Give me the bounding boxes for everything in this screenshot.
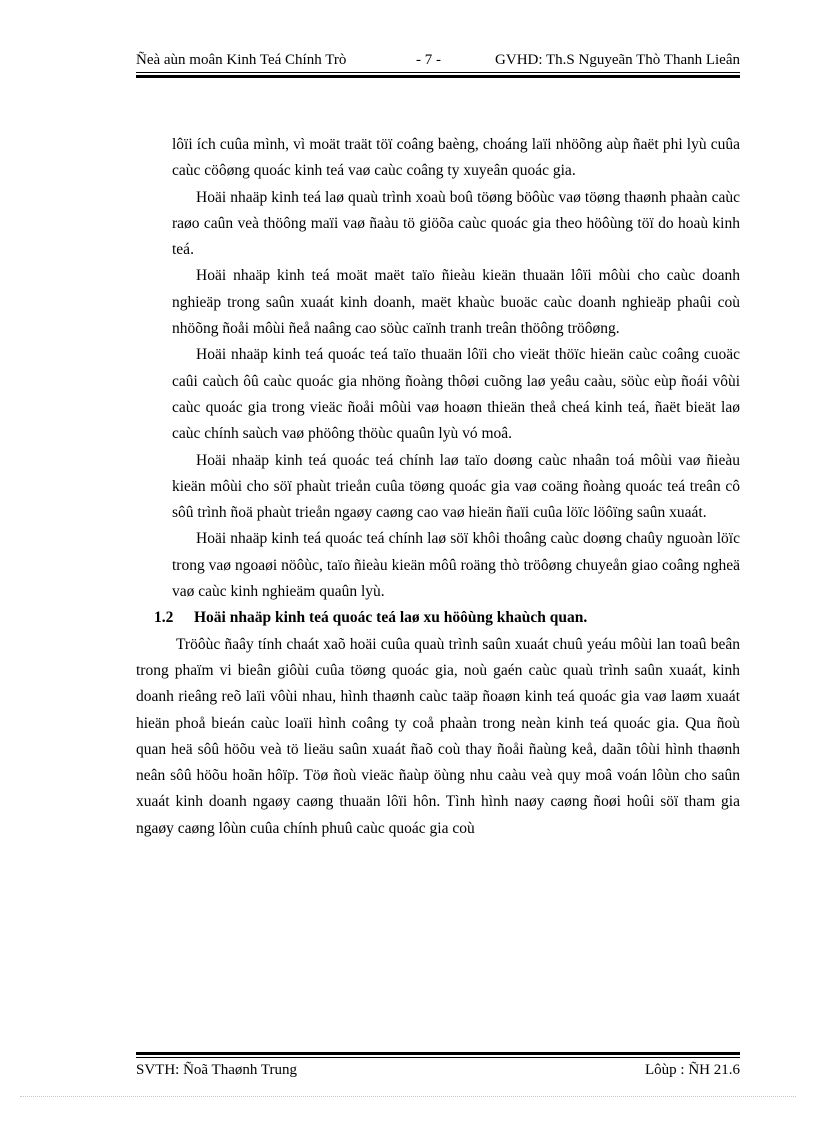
footer-rule-thin — [136, 1057, 740, 1058]
paragraph-3: Hoäi nhaäp kinh teá moät maët taïo ñieàu kieän thuaän lôïi môùi cho caùc doanh nghieäp trong saûn xuaát kinh doanh, maët khaùc buoäc caùc doanh nghieäp phaûi coù nhöõng ñoåi môùi ñeå naâng cao söùc caïnh tranh treân thöông tröôøng. — [172, 267, 740, 338]
page-footer — [136, 1060, 740, 1082]
section-title: Hoäi nhaäp kinh teá quoác teá laø xu höôùng khaùch quan. — [194, 609, 588, 627]
header-course-title: Ñeà aùn moân Kinh Teá Chính Trò — [136, 52, 347, 68]
page-bottom-dotted-line — [20, 1096, 796, 1097]
paragraph-6: Hoäi nhaäp kinh teá quoác teá chính laø söï khôi thoâng caùc doøng chaûy nguoàn löïc trong vaø ngoaøi nöôùc, taïo ñieàu kieän môû roäng thò tröôøng chuyeån giao coâng ngheä vaø caùc kinh nghieäm quaûn lyù. — [172, 530, 740, 601]
footer-student: SVTH: Ñoã Thaønh Trung — [136, 1062, 297, 1078]
section-number: 1.2 — [154, 609, 174, 627]
page-header — [136, 50, 740, 72]
header-rule-thin — [136, 72, 740, 73]
footer-rule-thick — [136, 1052, 740, 1055]
paragraph-4: Hoäi nhaäp kinh teá quoác teá taïo thuaän lôïi cho vieät thöïc hieän caùc coâng cuoäc caûi caùch ôû caùc quoác gia nhöng ñoàng thôøi cuõng laø yeâu caàu, söùc eùp ñoái vôùi caùc quoác gia trong vieäc ñoåi môùi vaø hoaøn thieän theå cheá kinh teá, ñaët bieät laø caùc chính saùch vaø phöông thöùc quaûn lyù vó moâ. — [172, 346, 740, 443]
paragraph-5: Hoäi nhaäp kinh teá quoác teá chính laø taïo doøng caùc nhaân toá môùi vaø ñieàu kieän môùi cho söï phaùt trieån cuûa töøng quoác gia vaø coäng ñoàng quoác teá treân cô sôû trình ñoä phaùt trieån ngaøy caøng cao vaø hieän ñaïi cuûa löïc löôïng saûn xuaát. — [172, 451, 740, 522]
page-body — [136, 132, 740, 842]
footer-class: Lôùp : ÑH 21.6 — [645, 1062, 740, 1078]
paragraph-1: lôïi ích cuûa mình, vì moät traät töï coâng baèng, choáng laïi nhöõng aùp ñaët phi lyù cuûa caùc cöôøng quoác kinh teá vaø caùc coâng ty xuyeân quoác gia. — [172, 136, 740, 180]
paragraph-7: Tröôùc ñaây tính chaát xaõ hoäi cuûa quaù trình saûn xuaát chuû yeáu môùi lan toaû beân trong phaïm vi bieân giôùi cuûa töøng quoác gia, noù gaén caùc quaù trình saûn xuaát, kinh doanh rieâng reõ laïi vôùi nhau, hình thaønh caùc taäp ñoaøn kinh teá quoác gia vaø laøm xuaát hieän phoå bieán caùc loaïi hình coâng ty coå phaàn trong neàn kinh teá quoác gia. Qua ñoù quan heä sôû höõu veà tö lieäu saûn xuaát ñaõ coù thay ñoåi ñaùng keå, daãn tôùi hình thaønh neân sôû höõu hoãn hôïp. Töø ñoù vieäc ñaùp öùng nhu caàu veà quy moâ voán lôùn cho saûn xuaát kinh doanh ngaøy caøng thuaän lôïi hôn. Tình hình naøy caøng ñoøi hoûi söï tham gia ngaøy caøng lôùn cuûa chính phuû caùc quoác gia coù — [136, 635, 740, 837]
header-rule-thick — [136, 75, 740, 78]
paragraph-2: Hoäi nhaäp kinh teá laø quaù trình xoaù boû töøng böôùc vaø töøng thaønh phaàn caùc raøo caûn veà thöông maïi vaø ñaàu tö giöõa caùc quoác gia theo höôùng töï do hoaù kinh teá. — [172, 188, 740, 259]
header-supervisor: GVHD: Th.S Nguyeãn Thò Thanh Lieân — [495, 52, 740, 68]
section-heading — [136, 605, 740, 631]
header-page-number: - 7 - — [416, 52, 441, 68]
